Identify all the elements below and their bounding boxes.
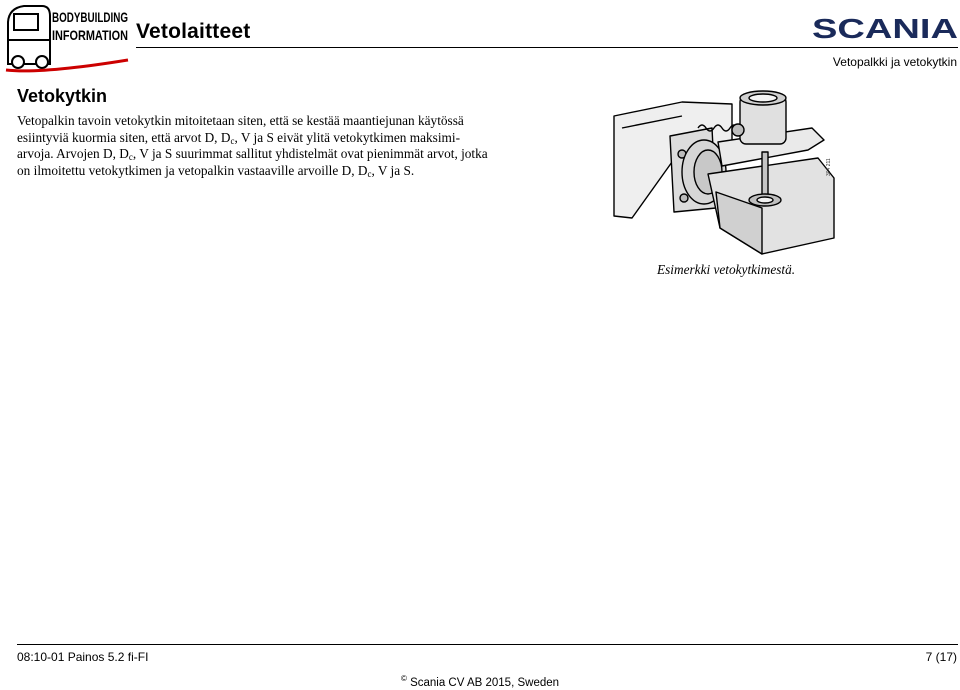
brand-wordmark: SCANIA [812,13,958,44]
document-title: Vetolaitteet [136,20,251,43]
page-number: 7 (17) [925,650,957,664]
section-heading: Vetokytkin [17,86,108,106]
scania-logo [812,12,958,42]
edition-info: 08:10-01 Painos 5.2 fi-FI [17,650,149,664]
copyright-text: Scania CV AB 2015, Sweden [410,676,560,689]
text-run: , V ja S suurimmat sallitut yhdistelmät ovat pienimmät arvot, jotka on ilmoitettu vetokytkimen ja vetopalkin vastaaville arvoille D, D [17,146,488,178]
footer-rule [17,644,958,645]
subscript: c [128,152,133,162]
logo-line2: INFORMATION [52,27,128,43]
text-run: , V ja S eivät ylitä vetokytkimen maksimiarvoja. Arvojen D, D [17,129,460,161]
header-rule [136,47,958,48]
subscript: c [367,168,372,179]
text-run: , V ja S. [371,162,415,178]
body-paragraph [17,113,491,179]
subscript: c [230,135,235,146]
figure-caption: Esimerkki vetokytkimestä. [657,262,796,277]
logo-line1: BODYBUILDING [52,9,129,25]
tow-coupling-illustration [612,88,837,258]
figure-id: 304 211 [826,158,832,176]
text-run: Vetopalkin tavoin vetokytkin mitoitetaan siten, että se kestää maantiejunan käytössä esiintyviä kuormia siten, että arvot D, D [17,113,464,145]
section-reference: Vetopalkki ja vetokytkin [832,55,957,69]
copyright-symbol: © [400,674,407,683]
copyright-notice [0,674,960,689]
bodybuilding-information-logo [2,0,130,75]
